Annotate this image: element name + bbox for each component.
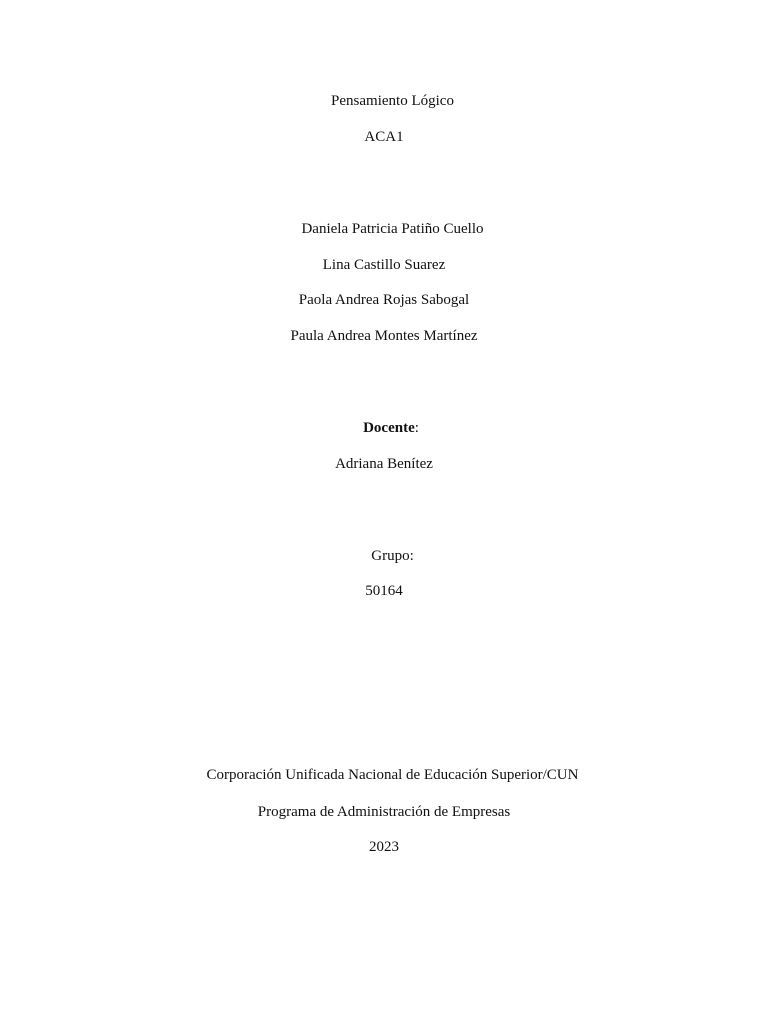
- teacher-label-wrap: [363, 419, 419, 437]
- program-name: Programa de Administración de Empresas: [257, 804, 511, 820]
- teacher-label: Docente: [363, 420, 415, 436]
- teacher-label-line: [0, 419, 768, 437]
- activity-code: ACA1: [364, 129, 404, 145]
- course-title: Pensamiento Lógico: [331, 93, 454, 109]
- author-line: [0, 327, 768, 345]
- author-line: [0, 256, 768, 274]
- year: 2023: [369, 839, 399, 855]
- group-label: Grupo:: [371, 548, 414, 564]
- teacher-name-line: [0, 455, 768, 473]
- group-label-line: [0, 547, 768, 565]
- teacher-colon: :: [414, 420, 419, 436]
- group-number-line: [0, 582, 768, 600]
- author-line: [0, 291, 768, 309]
- institution-name: Corporación Unificada Nacional de Educación Superior/CUN: [206, 767, 579, 783]
- group-number: 50164: [365, 583, 403, 599]
- activity-line: [0, 128, 768, 146]
- author-name: Daniela Patricia Patiño Cuello: [301, 221, 484, 237]
- year-line: [0, 838, 768, 856]
- course-title-line: [0, 92, 768, 110]
- teacher-name: Adriana Benítez: [335, 456, 433, 472]
- institution-line: [0, 766, 768, 784]
- author-line: [0, 220, 768, 238]
- author-name: Paola Andrea Rojas Sabogal: [298, 292, 470, 308]
- author-name: Lina Castillo Suarez: [322, 257, 446, 273]
- program-line: [0, 803, 768, 821]
- author-name: Paula Andrea Montes Martínez: [290, 328, 478, 344]
